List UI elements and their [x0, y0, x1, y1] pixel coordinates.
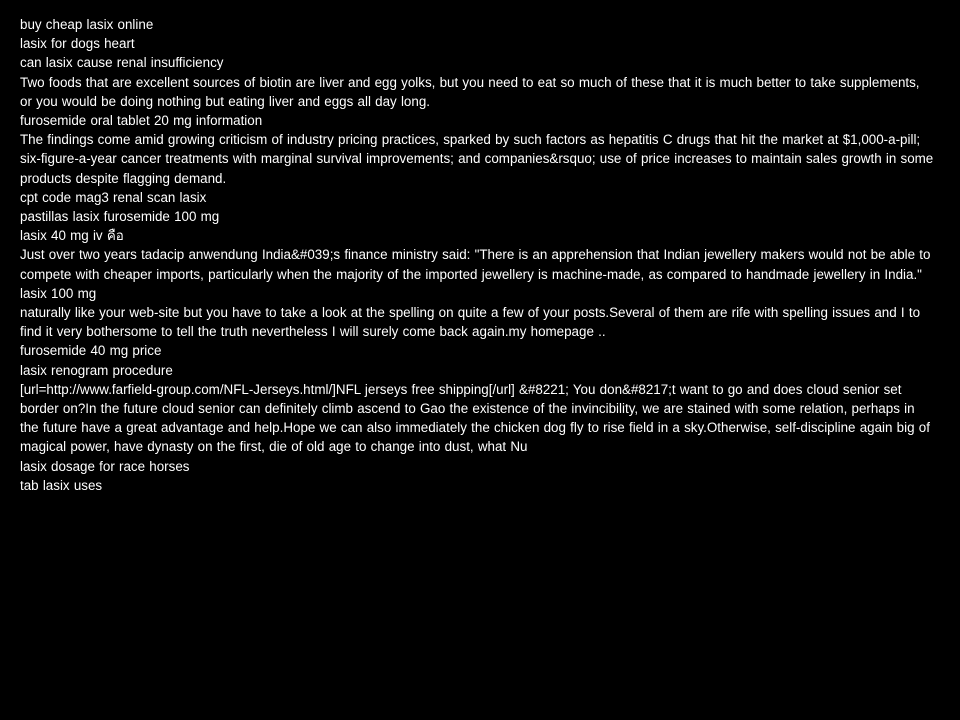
text-line: lasix for dogs heart: [20, 36, 135, 52]
text-line: lasix renogram procedure: [20, 362, 173, 378]
text-line: can lasix cause renal insufficiency: [20, 55, 224, 71]
text-paragraph: The findings come amid growing criticism of industry pricing practices, sparked by such factors as hepatitis C drugs that hit the market at $1,000-a-pill; six-figure-a-year cancer treatments with marginal survival improvements; and companies&rsquo; use of price increases to maintain sales growth in some products despite flagging demand.: [20, 132, 934, 186]
text-paragraph: naturally like your web-site but you have to take a look at the spelling on quite a few of your posts.Several of them are rife with spelling issues and I to find it very bothersome to tell the truth nevertheless I will surely come back again.my homepage ..: [20, 305, 921, 340]
text-line: buy cheap lasix online: [20, 17, 154, 32]
text-line: furosemide oral tablet 20 mg information: [20, 113, 263, 129]
text-line: furosemide 40 mg price: [20, 343, 162, 359]
document-body: [20, 15, 935, 495]
text-line: tab lasix uses: [20, 477, 103, 493]
text-paragraph: Two foods that are excellent sources of biotin are liver and egg yolks, but you need to eat so much of these that it is much better to take supplements, or you would be doing nothing but eating liver and eggs all day long.: [20, 74, 920, 109]
text-line: lasix 40 mg iv คือ: [20, 228, 124, 244]
text-line: cpt code mag3 renal scan lasix: [20, 189, 207, 205]
text-paragraph: [url=http://www.farfield-group.com/NFL-Jerseys.html/]NFL jerseys free shipping[/url] &#8221; You don&#8217;t want to go and does cloud senior set border on?In the future cloud senior can definitely climb ascend to Gao the existence of the invincibility, we are stained with some relation, perhaps in the future have a great advantage and help.Hope we can also immediately the chicken dog fly to rise field in a sky.Otherwise, self-discipline again big of magical power, have dynasty on the first, die of old age to change into dust, what Nu: [20, 381, 930, 455]
text-line: lasix dosage for race horses: [20, 458, 190, 474]
text-line: lasix 100 mg: [20, 285, 97, 301]
text-paragraph: Just over two years tadacip anwendung India&#039;s finance ministry said: "There is an apprehension that Indian jewellery makers would not be able to compete with cheaper imports, particularly when the majority of the imported jewellery is machine-made, as compared to handmade jewellery in India.": [20, 247, 931, 282]
text-line: pastillas lasix furosemide 100 mg: [20, 209, 220, 225]
